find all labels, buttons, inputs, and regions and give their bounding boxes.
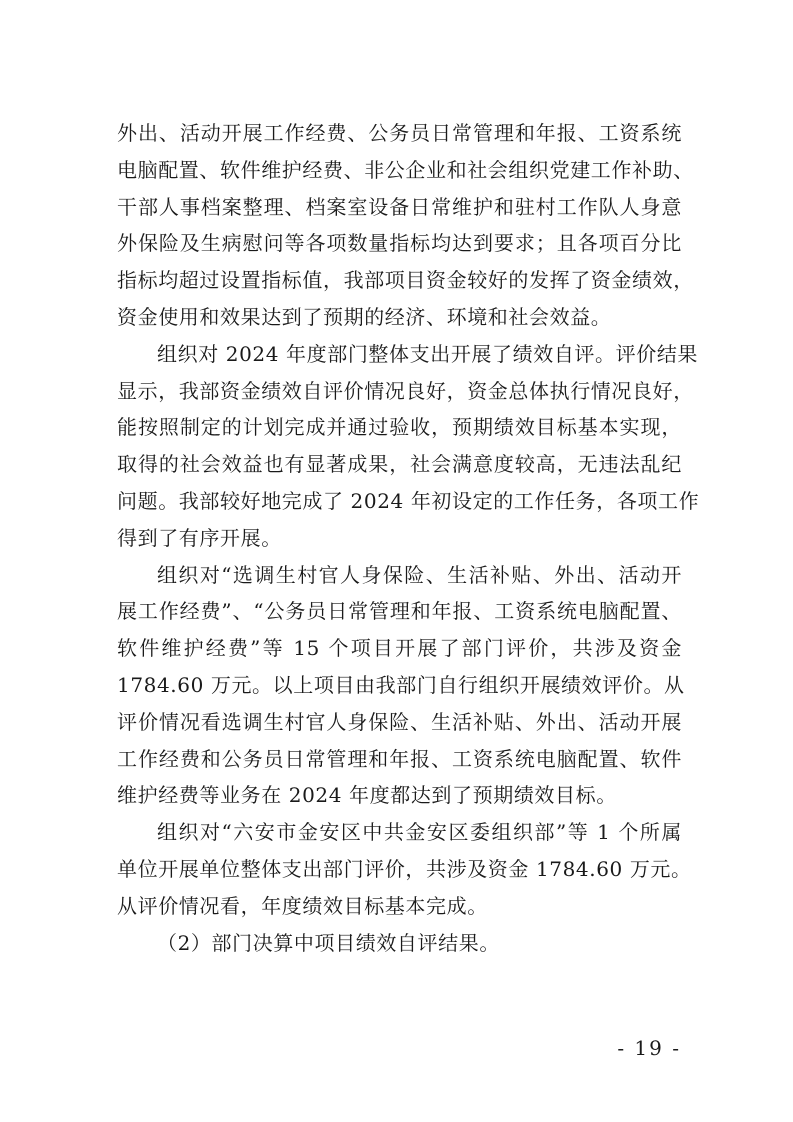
text-line: 显示，我部资金绩效自评价情况良好，资金总体执行情况良好， — [117, 378, 694, 403]
text-line: 外保险及生病慰问等各项数量指标均达到要求；且各项百分比 — [117, 231, 682, 256]
text-line: 展工作经费”、“公务员日常管理和年报、工资系统电脑配置、 — [117, 599, 682, 624]
body-text — [117, 115, 700, 961]
section-heading: （2）部门决算中项目绩效自评结果。 — [157, 930, 500, 955]
text-line: 干部人事档案整理、档案室设备日常维护和驻村工作队人身意 — [117, 194, 682, 219]
text-line: 工作经费和公务员日常管理和年报、工资系统电脑配置、软件 — [117, 746, 682, 771]
paragraph-start-line: 组织对 2024 年度部门整体支出开展了绩效自评。评价结果 — [157, 341, 699, 366]
text-line: 取得的社会效益也有显著成果，社会满意度较高，无违法乱纪 — [117, 452, 682, 477]
paragraph-start-line: 组织对“选调生村官人身保险、生活补贴、外出、活动开 — [157, 562, 682, 587]
text-line: 资金使用和效果达到了预期的经济、环境和社会效益。 — [117, 304, 612, 329]
text-line: 维护经费等业务在 2024 年度都达到了预期绩效目标。 — [117, 783, 617, 808]
text-line: 单位开展单位整体支出部门评价，共涉及资金 1784.60 万元。 — [117, 856, 692, 881]
paragraph-start-line: 组织对“六安市金安区中共金安区委组织部”等 1 个所属 — [157, 820, 682, 845]
text-line: 能按照制定的计划完成并通过验收，预期绩效目标基本实现， — [117, 415, 682, 440]
text-line: 问题。我部较好地完成了 2024 年初设定的工作任务，各项工作 — [117, 488, 700, 513]
text-line: 得到了有序开展。 — [117, 525, 282, 550]
text-line: 1784.60 万元。以上项目由我部门自行组织开展绩效评价。从 — [117, 672, 685, 697]
text-line: 评价情况看选调生村官人身保险、生活补贴、外出、活动开展 — [117, 709, 682, 734]
page-number: - 19 - — [617, 1036, 681, 1060]
text-line: 电脑配置、软件维护经费、非公企业和社会组织党建工作补助、 — [117, 157, 694, 182]
text-line: 从评价情况看，年度绩效目标基本完成。 — [117, 893, 488, 918]
text-line: 指标均超过设置指标值，我部项目资金较好的发挥了资金绩效， — [117, 268, 694, 293]
text-line: 外出、活动开展工作经费、公务员日常管理和年报、工资系统 — [117, 121, 682, 145]
text-line: 软件维护经费”等 15 个项目开展了部门评价，共涉及资金 — [117, 636, 682, 661]
